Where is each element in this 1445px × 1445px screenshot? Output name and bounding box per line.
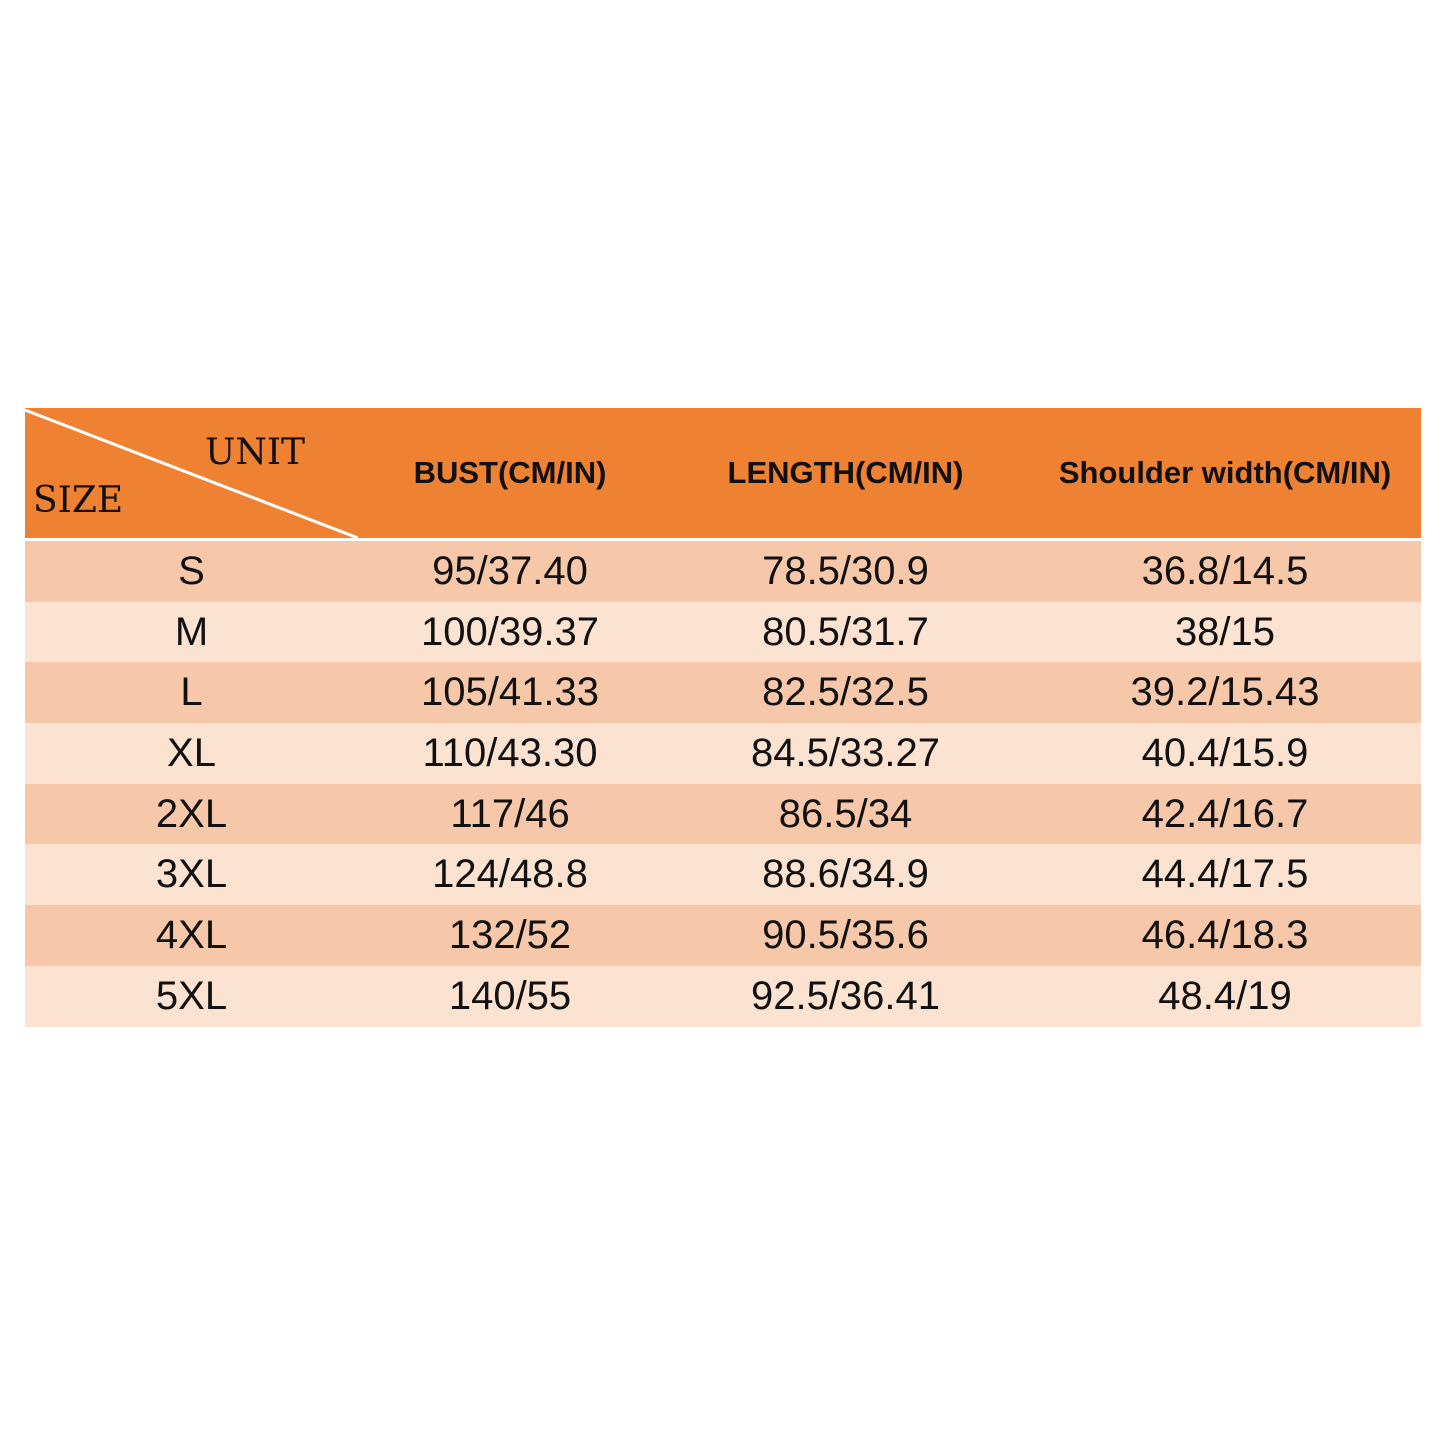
unit-label: UNIT xyxy=(205,432,306,473)
bust-cell: 140/55 xyxy=(448,973,572,1018)
size-cell: 2XL xyxy=(155,791,228,836)
shoulder-cell: 38/15 xyxy=(1174,609,1276,654)
shoulder-cell: 40.4/15.9 xyxy=(1141,730,1309,775)
table-row xyxy=(25,844,1421,905)
size-cell: 5XL xyxy=(155,973,228,1018)
bust-cell: 117/46 xyxy=(450,791,570,836)
length-cell: 84.5/33.27 xyxy=(750,730,941,775)
size-cell: L xyxy=(180,670,203,715)
bust-cell: 124/48.8 xyxy=(432,852,588,897)
shoulder-cell: 39.2/15.43 xyxy=(1130,670,1320,715)
table-row xyxy=(25,602,1421,663)
header-shoulder-width: Shoulder width(CM/IN) xyxy=(1058,455,1392,490)
bust-cell: 132/52 xyxy=(448,912,572,957)
bust-cell: 100/39.37 xyxy=(421,609,599,654)
table-row xyxy=(25,662,1421,723)
size-label: SIZE xyxy=(33,480,124,521)
bust-cell: 110/43.30 xyxy=(422,730,598,775)
size-cell: 3XL xyxy=(155,852,228,897)
length-cell: 88.6/34.9 xyxy=(762,852,929,897)
length-cell: 86.5/34 xyxy=(778,791,913,836)
shoulder-cell: 44.4/17.5 xyxy=(1141,852,1309,897)
length-cell: 92.5/36.41 xyxy=(750,973,941,1018)
header-bust: BUST(CM/IN) xyxy=(413,455,607,490)
table-row xyxy=(25,966,1421,1027)
table-header-row xyxy=(25,408,1421,541)
length-cell: 82.5/32.5 xyxy=(762,670,929,715)
table-row xyxy=(25,541,1421,602)
bust-cell: 95/37.40 xyxy=(432,548,588,593)
shoulder-cell: 46.4/18.3 xyxy=(1141,912,1309,957)
table-row xyxy=(25,784,1421,845)
table-row xyxy=(25,723,1421,784)
size-chart-table xyxy=(25,408,1421,1027)
corner-header-cell xyxy=(25,408,358,538)
size-cell: S xyxy=(178,548,205,593)
size-cell: 4XL xyxy=(155,912,228,957)
shoulder-cell: 48.4/19 xyxy=(1158,973,1292,1018)
length-cell: 90.5/35.6 xyxy=(762,912,929,957)
bust-cell: 105/41.33 xyxy=(421,670,599,715)
size-cell: M xyxy=(174,609,209,654)
length-cell: 80.5/31.7 xyxy=(762,609,929,654)
shoulder-cell: 42.4/16.7 xyxy=(1141,791,1309,836)
size-cell: XL xyxy=(167,730,216,775)
header-length: LENGTH(CM/IN) xyxy=(727,455,964,490)
shoulder-cell: 36.8/14.5 xyxy=(1141,548,1309,593)
length-cell: 78.5/30.9 xyxy=(762,548,929,593)
table-row xyxy=(25,905,1421,966)
